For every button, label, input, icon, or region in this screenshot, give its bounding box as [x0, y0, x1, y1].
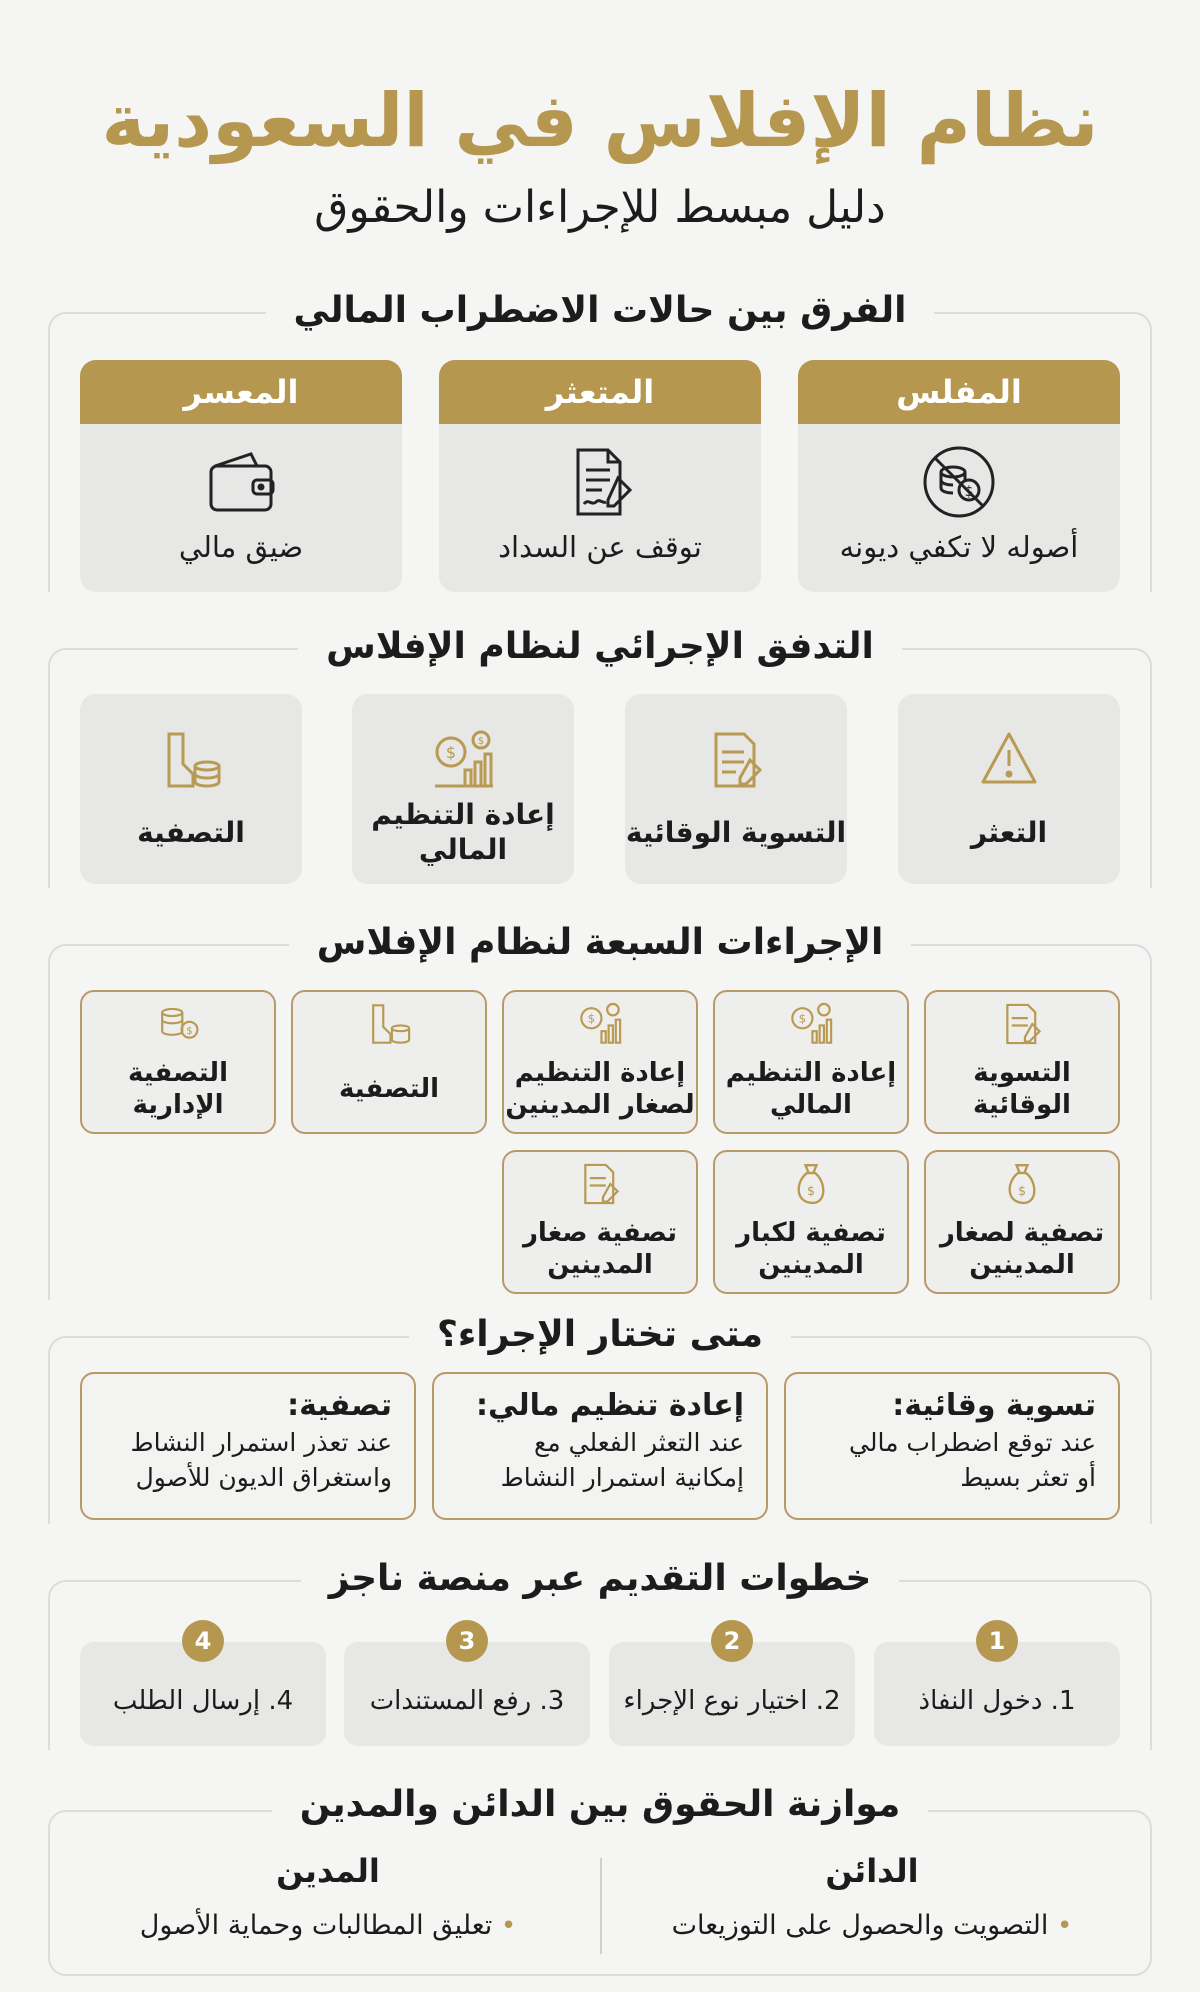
svg-text:$: $: [587, 1011, 596, 1026]
card-title: المتعثر: [439, 360, 761, 424]
svg-text:$: $: [477, 736, 485, 747]
card-desc: أصوله لا تكفي ديونه: [839, 530, 1079, 564]
procedure-card: [713, 990, 909, 1134]
procedure-card: [502, 990, 698, 1134]
creditor-title: الدائن: [825, 1852, 919, 1890]
debtor-right: • تعليق المطالبات وحماية الأصول: [139, 1910, 517, 1941]
document-pen-icon: [504, 1162, 696, 1210]
document-pen-icon: [926, 1002, 1118, 1050]
flow-heading: التدفق الإجرائي لنظام الإفلاس: [0, 626, 1200, 667]
bullet-icon: •: [1057, 1911, 1073, 1941]
procedure-card: [291, 990, 487, 1134]
wallet-icon: [80, 442, 402, 526]
procedure-label: التسوية الوقائية: [973, 1057, 1071, 1120]
flow-step-preventive: [625, 694, 847, 884]
choice-card-preventive: [784, 1372, 1120, 1520]
svg-text:$: $: [807, 1183, 815, 1198]
procedure-label: إعادة التنظيم لصغار المدينين: [505, 1057, 695, 1120]
step-label: 3. رفع المستندات: [369, 1686, 565, 1716]
page-title: نظام الإفلاس في السعودية: [101, 78, 1099, 164]
procedure-label: تصفية لكبار المدينين: [736, 1217, 886, 1280]
choice-title: إعادة تنظيم مالي:: [476, 1388, 744, 1423]
money-bag-icon: [926, 1162, 1118, 1210]
card-defaulted: [439, 360, 761, 592]
procedure-card: [924, 990, 1120, 1134]
procedure-label: تصفية صغار المدينين: [522, 1217, 678, 1280]
warning-icon: [898, 730, 1120, 790]
card-desc: توقف عن السداد: [498, 530, 702, 564]
flow-step-label: التعثر: [970, 815, 1048, 849]
money-chart-icon: [715, 1002, 907, 1050]
flow-step-label: إعادة التنظيم المالي: [371, 798, 555, 866]
bullet-icon: •: [500, 1911, 517, 1941]
liquidation-coins-icon: [293, 1002, 485, 1050]
procedure-label: التصفية: [339, 1073, 440, 1104]
procedures-heading: الإجراءات السبعة لنظام الإفلاس: [0, 922, 1200, 963]
procedure-card: [80, 990, 276, 1134]
procedure-card: [502, 1150, 698, 1294]
choice-desc-line: إمكانية استمرار النشاط: [500, 1463, 744, 1492]
money-chart-icon: [352, 730, 574, 794]
choice-desc-line: واستغراق الديون للأصول: [135, 1463, 392, 1492]
step-label: 2. اختيار نوع الإجراء: [623, 1686, 841, 1716]
procedure-card: [713, 1150, 909, 1294]
choice-card-liquidation: [80, 1372, 416, 1520]
procedure-card: [924, 1150, 1120, 1294]
svg-text:$: $: [1018, 1183, 1026, 1198]
steps-heading: خطوات التقديم عبر منصة ناجز: [0, 1558, 1200, 1599]
card-title: المعسر: [80, 360, 402, 424]
money-chart-icon: [504, 1002, 696, 1050]
step-label: 1. دخول النفاذ: [918, 1686, 1076, 1716]
choice-card-reorganization: [432, 1372, 768, 1520]
balance-heading: موازنة الحقوق بين الدائن والمدين: [0, 1784, 1200, 1825]
distress-heading: الفرق بين حالات الاضطراب المالي: [0, 290, 1200, 331]
step-label: 4. إرسال الطلب: [112, 1686, 294, 1716]
step-number-badge: 4: [182, 1620, 224, 1662]
svg-text:$: $: [798, 1011, 807, 1026]
card-insolvent: [80, 360, 402, 592]
card-bankrupt: [798, 360, 1120, 592]
flow-step-label: التسوية الوقائية: [625, 815, 847, 849]
procedure-label: تصفية لصغار المدينين: [939, 1217, 1105, 1280]
choice-title: تسوية وقائية:: [892, 1388, 1096, 1423]
liquidation-coins-icon: [80, 730, 302, 794]
procedure-label: التصفية الإدارية: [127, 1057, 228, 1120]
coins-stack-icon: [82, 1002, 274, 1050]
balance-divider: [600, 1858, 602, 1954]
choose-heading: متى تختار الإجراء؟: [0, 1314, 1200, 1355]
step-number-badge: 2: [711, 1620, 753, 1662]
flow-step-default: [898, 694, 1120, 884]
money-bag-icon: [715, 1162, 907, 1210]
svg-text:$: $: [186, 1026, 193, 1038]
flow-step-label: التصفية: [137, 815, 245, 849]
choice-desc-line: أو تعثر بسيط: [960, 1463, 1096, 1492]
flow-step-liquidation: [80, 694, 302, 884]
document-signature-icon: [439, 442, 761, 526]
choice-desc-line: عند التعثر الفعلي مع: [533, 1428, 744, 1457]
creditor-right: • التصويت والحصول على التوزيعات: [671, 1910, 1073, 1941]
choice-desc-line: عند توقع اضطراب مالي: [849, 1428, 1096, 1457]
svg-text:$: $: [445, 743, 457, 762]
choice-title: تصفية:: [287, 1388, 392, 1423]
step-number-badge: 3: [446, 1620, 488, 1662]
no-money-coins-icon: [798, 442, 1120, 526]
step-number-badge: 1: [976, 1620, 1018, 1662]
flow-step-reorganization: [352, 694, 574, 884]
page-subtitle: دليل مبسط للإجراءات والحقوق: [314, 182, 886, 233]
svg-text:$: $: [964, 484, 974, 500]
document-pen-icon: [625, 730, 847, 794]
choice-desc-line: عند تعذر استمرار النشاط: [130, 1428, 392, 1457]
procedure-label: إعادة التنظيم المالي: [725, 1057, 897, 1120]
card-title: المفلس: [798, 360, 1120, 424]
debtor-title: المدين: [276, 1852, 380, 1890]
card-desc: ضيق مالي: [178, 530, 304, 564]
